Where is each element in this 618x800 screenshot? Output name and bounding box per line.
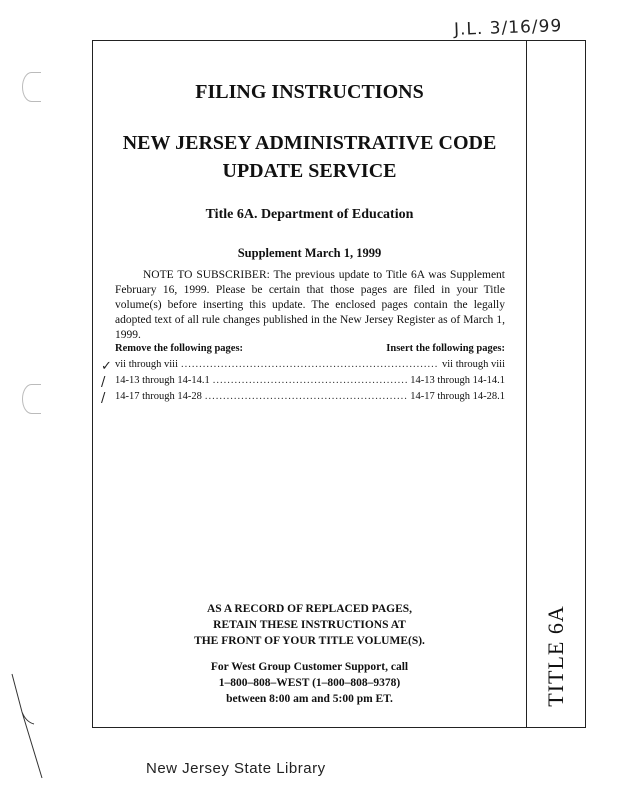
code-title [93, 129, 526, 185]
spine-label: TITLE 6A [543, 605, 568, 707]
supplement-date: Supplement March 1, 1999 [237, 246, 382, 260]
pages-table [101, 359, 505, 407]
dot-leader [213, 375, 407, 386]
record-notice-line: THE FRONT OF YOUR TITLE VOLUME(S). [194, 635, 425, 647]
sheet-content [93, 41, 526, 727]
table-row [101, 359, 505, 375]
slash-mark-icon: / [101, 391, 106, 406]
slash-mark-icon: / [101, 375, 106, 390]
remove-pages: vii through viii [115, 359, 178, 370]
table-row [101, 391, 505, 407]
code-title-line2: UPDATE SERVICE [222, 160, 397, 182]
customer-support [93, 659, 526, 707]
margin-pen-stroke [8, 672, 48, 782]
subscriber-note: NOTE TO SUBSCRIBER: The previous update to Title 6A was Supplement February 16, 1999. Please be certain that those pages are filed in your Title volume(s) before inserting this update. The enclosed pages contain the legally adopted text of all rule changes published in the New Jersey Register as of March 1, 1999. [115, 269, 505, 341]
code-title-line1: NEW JERSEY ADMINISTRATIVE CODE [122, 132, 497, 154]
support-phone: 1–800–808–WEST (1–800–808–9378) [218, 677, 401, 689]
handwritten-initials-date: J.L. 3/16/99 [453, 16, 563, 40]
dot-leader [181, 359, 439, 370]
page-title: FILING INSTRUCTIONS [195, 81, 424, 103]
spine-tab [526, 41, 585, 727]
checkmark-icon: ✓ [101, 359, 112, 374]
insert-header: Insert the following pages: [386, 343, 505, 354]
insert-pages: 14-13 through 14-14.1 [410, 375, 505, 386]
margin-hole-top [22, 72, 41, 102]
insert-pages: vii through viii [442, 359, 505, 370]
dot-leader [205, 391, 407, 402]
insert-pages: 14-17 through 14-28.1 [410, 391, 505, 402]
remove-pages: 14-13 through 14-14.1 [115, 375, 210, 386]
margin-hole-middle [22, 384, 41, 414]
remove-header: Remove the following pages: [115, 343, 244, 354]
support-hours: between 8:00 am and 5:00 pm ET. [226, 693, 393, 705]
record-notice [93, 601, 526, 649]
instruction-sheet [92, 40, 586, 728]
record-notice-line: RETAIN THESE INSTRUCTIONS AT [213, 619, 406, 631]
record-notice-line: AS A RECORD OF REPLACED PAGES, [206, 603, 413, 615]
pages-table-header [115, 343, 505, 354]
title-subtitle: Title 6A. Department of Education [205, 207, 414, 222]
table-row [101, 375, 505, 391]
remove-pages: 14-17 through 14-28 [115, 391, 202, 402]
support-line: For West Group Customer Support, call [210, 661, 409, 673]
library-stamp: New Jersey State Library [146, 760, 326, 777]
